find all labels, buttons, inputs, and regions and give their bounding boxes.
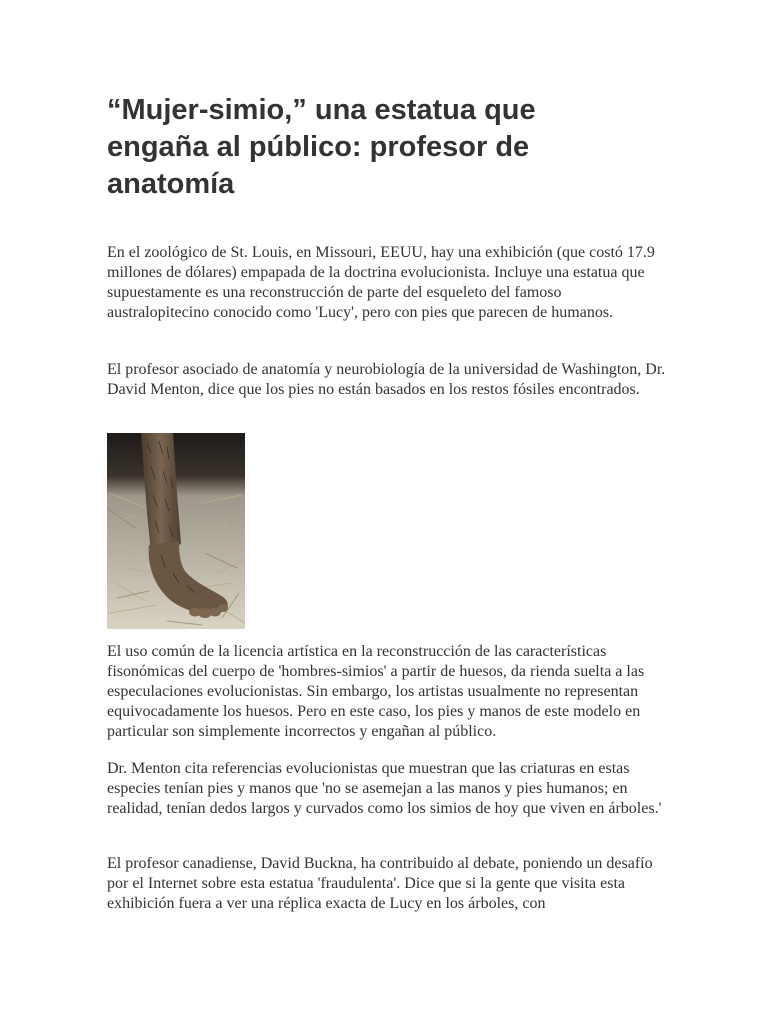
paragraph-4: Dr. Menton cita referencias evolucionistas que muestran que las criaturas en estas especies tenían pies y manos que 'no se asemejan a las manos y pies humanos; en realidad, tenían dedos largos y curvados como los simios de hoy que viven en árboles.' <box>107 760 662 817</box>
paragraph-5: El profesor canadiense, David Buckna, ha contribuido al debate, poniendo un desafío por el Internet sobre esta estatua 'fraudulenta'. Dice que si la gente que visita esta exhibición fuera a ver una réplica exacta de Lucy en los árboles, con <box>107 855 653 912</box>
paragraph-2: El profesor asociado de anatomía y neurobiología de la universidad de Washington, Dr. David Menton, dice que los pies no están basados en los restos fósiles encontrados. <box>107 361 666 398</box>
foot-statue-photo <box>107 433 245 629</box>
paragraph-1: En el zoológico de St. Louis, en Missouri, EEUU, hay una exhibición (que costó 17.9 millones de dólares) empapada de la doctrina evolucionista. Incluye una estatua que supuestamente es una reconstrucción de parte del esqueleto del famoso australopitecino conocido como 'Lucy', pero con pies que parecen de humanos. <box>107 244 655 321</box>
article-title: “Mujer-simio,” una estatua que engaña al público: profesor de anatomía <box>107 94 536 200</box>
paragraph-3: El uso común de la licencia artística en la reconstrucción de las características fisonómicas del cuerpo de 'hombres-simios' a partir de huesos, da rienda suelta a las especulaciones evolucionistas. Sin embargo, los artistas usualmente no representan equivocadamente los huesos. Pero en este caso, los pies y manos de este modelo en particular son simplemente incorrectos y engañan al público. <box>107 643 645 740</box>
